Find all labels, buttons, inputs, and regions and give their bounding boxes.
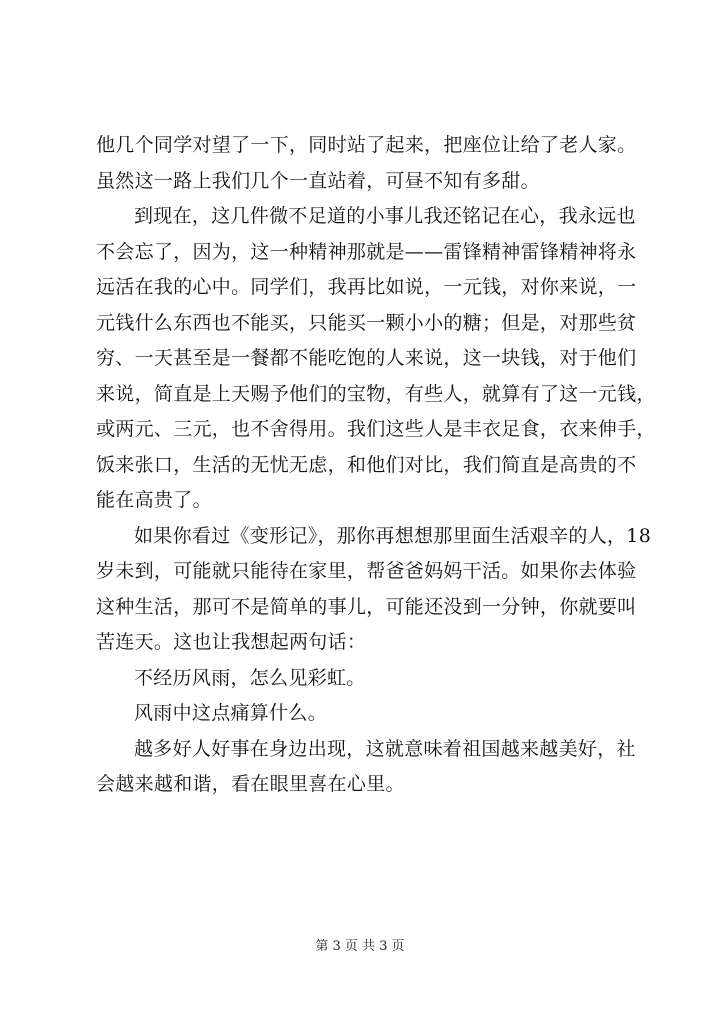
- text-line: 穷、一天甚至是一餐都不能吃饱的人来说，这一块钱，对于他们: [96, 347, 637, 369]
- page-number-footer: 第 3 页 共 3 页: [315, 939, 405, 954]
- text-line: 如果你看过《变形记》，那你再想想那里面生活艰辛的人，18: [134, 524, 652, 547]
- text-line: 岁未到，可能就只能待在家里，帮爸爸妈妈干活。如果你去体验: [96, 560, 637, 582]
- text-line: 这种生活，那可不是简单的事儿，可能还没到一分钟，你就要叫: [96, 595, 637, 618]
- text-line: 到现在，这几件微不足道的小事儿我还铭记在心，我永远也: [134, 205, 636, 227]
- text-line: 会越来越和谐，看在眼里喜在心里。: [96, 773, 405, 795]
- text-line: 来说，简直是上天赐予他们的宝物，有些人，就算有了这一元钱，: [96, 382, 656, 405]
- text-line: 饭来张口，生活的无忧无虑，和他们对比，我们简直是高贵的不: [96, 453, 637, 476]
- text-line: 或两元、三元，也不舍得用。我们这些人是丰衣足食，衣来伸手，: [96, 418, 656, 440]
- text-line: 元钱什么东西也不能买，只能买一颗小小的糖；但是，对那些贫: [96, 311, 637, 334]
- text-line: 苦连天。这也让我想起两句话：: [96, 631, 367, 653]
- text-line: 越多好人好事在身边出现，这就意味着祖国越来越美好，社: [134, 737, 636, 760]
- text-line: 远活在我的心中。同学们，我再比如说，一元钱，对你来说，一: [96, 276, 637, 298]
- text-line: 不会忘了，因为，这一种精神那就是——雷锋精神雷锋精神将永: [96, 240, 637, 263]
- text-line: 风雨中这点痛算什么。: [134, 702, 328, 724]
- text-line: 不经历风雨，怎么见彩虹。: [134, 666, 366, 689]
- text-line: 能在高贵了。: [96, 489, 212, 511]
- document-body: [96, 128, 656, 803]
- text-line: 虽然这一路上我们几个一直站着，可昼不知有多甜。: [96, 169, 540, 192]
- text-line: 他几个同学对望了一下，同时站了起来，把座位让给了老人家。: [96, 134, 637, 156]
